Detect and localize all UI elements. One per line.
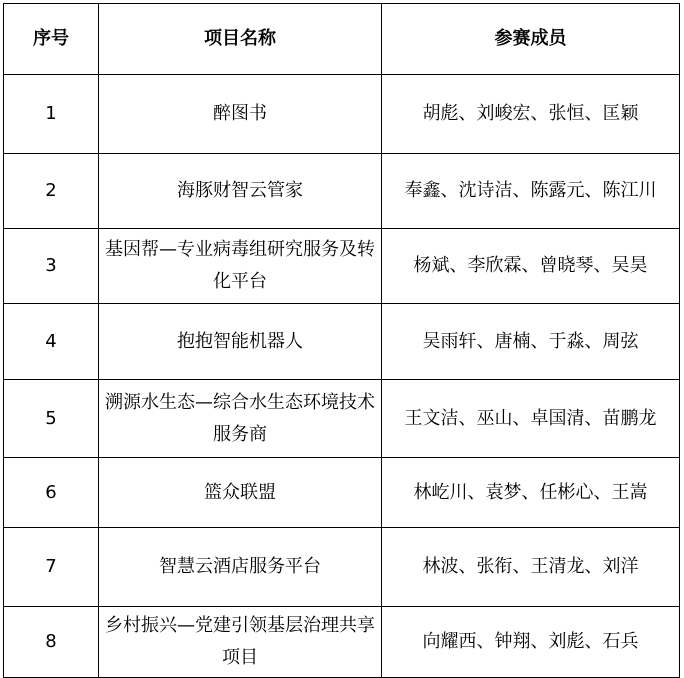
project-table-container bbox=[3, 3, 680, 678]
row-members: 林波、张衔、王清龙、刘洋 bbox=[382, 528, 680, 607]
table-row bbox=[4, 229, 680, 304]
row-members: 杨斌、李欣霖、曾晓琴、吴昊 bbox=[382, 229, 680, 304]
row-project-name: 基因帮—专业病毒组研究服务及转化平台 bbox=[99, 229, 382, 304]
row-index: 2 bbox=[4, 154, 99, 229]
row-index: 1 bbox=[4, 75, 99, 154]
table-row bbox=[4, 154, 680, 229]
row-project-name: 篮众联盟 bbox=[99, 458, 382, 528]
row-index: 4 bbox=[4, 304, 99, 380]
row-project-name: 溯源水生态—综合水生态环境技术服务商 bbox=[99, 380, 382, 458]
row-project-name: 智慧云酒店服务平台 bbox=[99, 528, 382, 607]
row-project-name: 抱抱智能机器人 bbox=[99, 304, 382, 380]
row-project-name: 乡村振兴—党建引领基层治理共享项目 bbox=[99, 607, 382, 678]
table-row bbox=[4, 458, 680, 528]
table-row bbox=[4, 75, 680, 154]
header-members: 参赛成员 bbox=[382, 4, 680, 75]
row-index: 8 bbox=[4, 607, 99, 678]
header-index: 序号 bbox=[4, 4, 99, 75]
project-members-table bbox=[3, 3, 680, 678]
row-members: 胡彪、刘峻宏、张恒、匡颖 bbox=[382, 75, 680, 154]
table-header-row bbox=[4, 4, 680, 75]
row-project-name: 醉图书 bbox=[99, 75, 382, 154]
row-members: 奉鑫、沈诗洁、陈露元、陈江川 bbox=[382, 154, 680, 229]
row-members: 王文洁、巫山、卓国清、苗鹏龙 bbox=[382, 380, 680, 458]
row-index: 5 bbox=[4, 380, 99, 458]
row-index: 3 bbox=[4, 229, 99, 304]
row-members: 林屹川、袁梦、任彬心、王嵩 bbox=[382, 458, 680, 528]
table-row bbox=[4, 380, 680, 458]
row-members: 吴雨轩、唐楠、于淼、周弦 bbox=[382, 304, 680, 380]
row-members: 向耀西、钟翔、刘彪、石兵 bbox=[382, 607, 680, 678]
table-row bbox=[4, 528, 680, 607]
header-project-name: 项目名称 bbox=[99, 4, 382, 75]
row-index: 6 bbox=[4, 458, 99, 528]
row-project-name: 海豚财智云管家 bbox=[99, 154, 382, 229]
table-row bbox=[4, 304, 680, 380]
table-row bbox=[4, 607, 680, 678]
row-index: 7 bbox=[4, 528, 99, 607]
